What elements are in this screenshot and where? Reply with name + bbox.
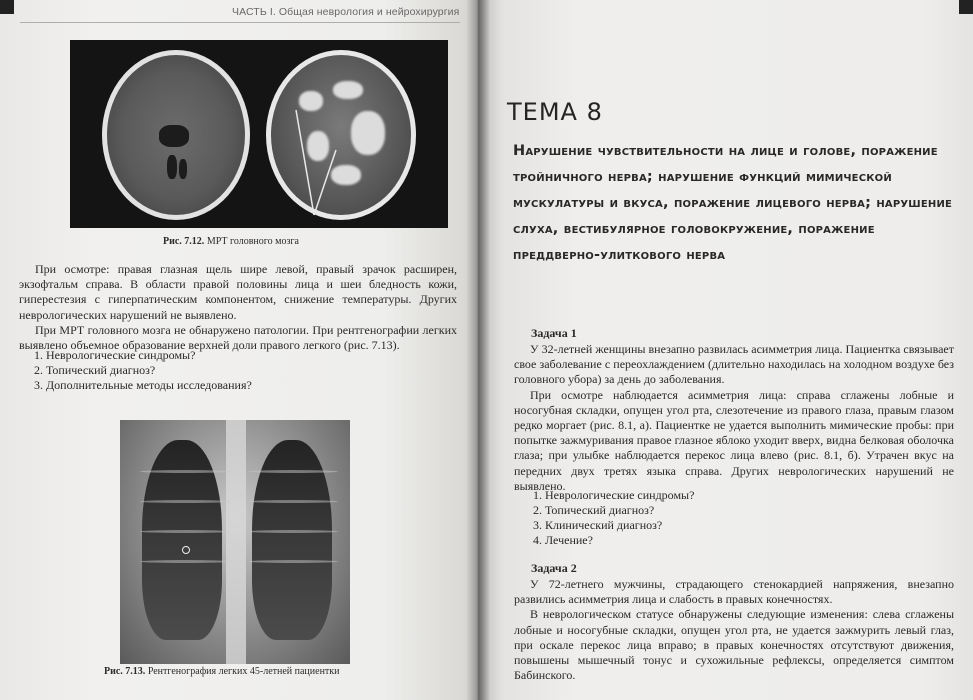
caption-label: Рис. 7.13.: [104, 666, 146, 677]
rib: [140, 560, 230, 563]
caption-text: МРТ головного мозга: [206, 236, 299, 247]
question-item: 1. Неврологические синдромы?: [34, 348, 196, 362]
caption-label: Рис. 7.12.: [163, 236, 205, 247]
question-item: 3. Клинический диагноз?: [533, 518, 663, 532]
running-header: ЧАСТЬ I. Общая неврология и нейрохирургия: [232, 6, 460, 18]
figure-7-12-brain-scans: [70, 40, 448, 228]
pointer-lines: [266, 50, 416, 220]
body-text-left: [19, 262, 457, 353]
rib: [140, 530, 230, 533]
question-item: 4. Лечение?: [533, 533, 593, 547]
spine-shadow: [226, 420, 246, 664]
rib: [248, 470, 338, 473]
caption-text: Рентгенография легких 45-летней пациентки: [147, 666, 340, 677]
paragraph: В неврологическом статусе обнаружены следующие изменения: слева сглажены лобные и носогубные складки, опущен угол рта, не удается зажмурить левый глаз, при оскале перекос лица вправо; в правых конечностях отсутствуют движения, повышены мышечный тонус и сухожильные рефлексы, определяется симптом Бабинского.: [514, 607, 954, 683]
left-page: [0, 0, 478, 700]
task-1-body: [514, 342, 954, 494]
header-rule: [20, 22, 460, 23]
question-item: 3. Дополнительные методы исследования?: [34, 378, 252, 392]
question-item: 1. Неврологические синдромы?: [533, 488, 695, 502]
book-gutter: [466, 0, 490, 700]
paragraph: У 72-летнего мужчины, страдающего стенокардией напряжения, внезапно развились асимметрия лица и слабость в правых конечностях.: [514, 577, 954, 607]
page-corner-shadow: [0, 0, 14, 14]
rib: [140, 470, 230, 473]
figure-7-13-caption: [104, 666, 340, 677]
paragraph: У 32-летней женщины внезапно развилась асимметрия лица. Пациентка связывает свое заболевание с переохлаждением (длительно находилась на холодном воздухе без головного убора) за день до заболевания.: [514, 342, 954, 387]
question-list: [0, 348, 252, 393]
paragraph: При МРТ головного мозга не обнаружено патологии. При рентгенографии легких выявлено объемное образование верхней доли правого легкого (рис. 7.13).: [19, 322, 457, 353]
brain-scan-right: [266, 50, 416, 220]
task-1-question-list: [499, 488, 694, 548]
figure-7-12-caption: [163, 236, 299, 247]
theme-title: ТЕМА 8: [507, 98, 603, 126]
task-1-heading: Задача 1: [531, 326, 577, 340]
rib: [248, 530, 338, 533]
paragraph: При осмотре наблюдается асимметрия лица: справа сглажены лобные и носогубная складки, опущен угол рта, слезотечение из правого глаза, правым глазом редко моргает (рис. 8.1, а). Пациентке не удается выполнить мимические пробы: при попытке зажмуривания правое глазное яблоко уходит вверх, видна белковая оболочка глаза; при улыбке наблюдается перекос лица влево (рис. 8.1, б). Утрачен вкус на передних двух третях языка справа. Других неврологических нарушений не выявлено.: [514, 387, 954, 493]
rib: [248, 500, 338, 503]
ventricle: [179, 159, 187, 179]
task-2-body: [514, 577, 954, 683]
question-item: 2. Топический диагноз?: [533, 503, 655, 517]
paragraph: При осмотре: правая глазная щель шире левой, правый зрачок расширен, экзофтальм справа. В области правой половины лица и шеи бледность кожи, гиперестезия с гиперпатическим компонентом, снижение температуры. Других неврологических нарушений не выявлено.: [19, 262, 457, 322]
lesion-marker: [182, 546, 190, 554]
page-corner-shadow: [959, 0, 973, 14]
theme-subtitle: Нарушение чувствительности на лице и голове, поражение тройничного нерва; нарушение функций мимической мускулатуры и вкуса, поражение лицевого нерва; нарушение слуха, вестибулярное головокружение, поражение преддверно-улиткового нерва: [513, 143, 953, 263]
rib: [140, 500, 230, 503]
ventricle: [167, 155, 177, 179]
question-item: 2. Топический диагноз?: [34, 363, 156, 377]
ventricle: [159, 125, 189, 147]
task-2-heading: Задача 2: [531, 561, 577, 575]
brain-scan-left: [102, 50, 250, 220]
figure-7-13-chest-xray: [120, 420, 350, 664]
rib: [248, 560, 338, 563]
